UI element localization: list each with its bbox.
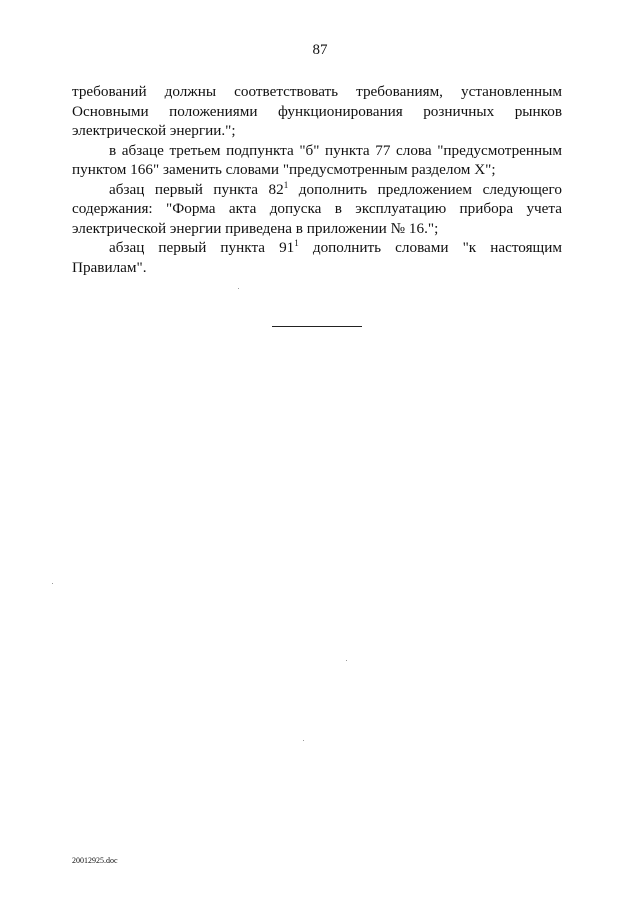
page-number: 87 <box>312 42 328 58</box>
paragraph-amendment-77: в абзаце третьем подпункта "б" пункта 77 слова "предусмотренным пунктом 166" заменить словами "предусмотренным разделом X"; <box>72 141 562 178</box>
scan-speck <box>52 583 53 584</box>
paragraph-91-lead: абзац первый пункта 91 <box>109 239 295 256</box>
scan-speck <box>346 660 347 661</box>
paragraph-amendment-91 <box>72 238 562 277</box>
end-rule <box>272 326 362 327</box>
scan-speck <box>303 740 304 741</box>
paragraph-82-rest: дополнить предложением следующего содержания: "Форма акта допуска в эксплуатацию прибора учета электрической энергии приведена в приложении № 16."; <box>72 180 562 237</box>
paragraph-amendment-82 <box>72 180 562 239</box>
paragraph-82-lead: абзац первый пункта 82 <box>109 180 284 198</box>
paragraph-82-superscript: 1 <box>283 179 289 190</box>
paragraph-continuation: требований должны соответствовать требованиям, установленным Основными положениями функционирования розничных рынков электрической энергии."; <box>72 83 562 139</box>
scan-speck <box>238 288 239 289</box>
paragraph-91-rest: дополнить словами "к настоящим Правилам". <box>72 239 562 276</box>
document-body <box>72 82 562 277</box>
paragraph-91-superscript: 1 <box>294 237 299 248</box>
document-code: 20012925.doc <box>72 856 118 865</box>
